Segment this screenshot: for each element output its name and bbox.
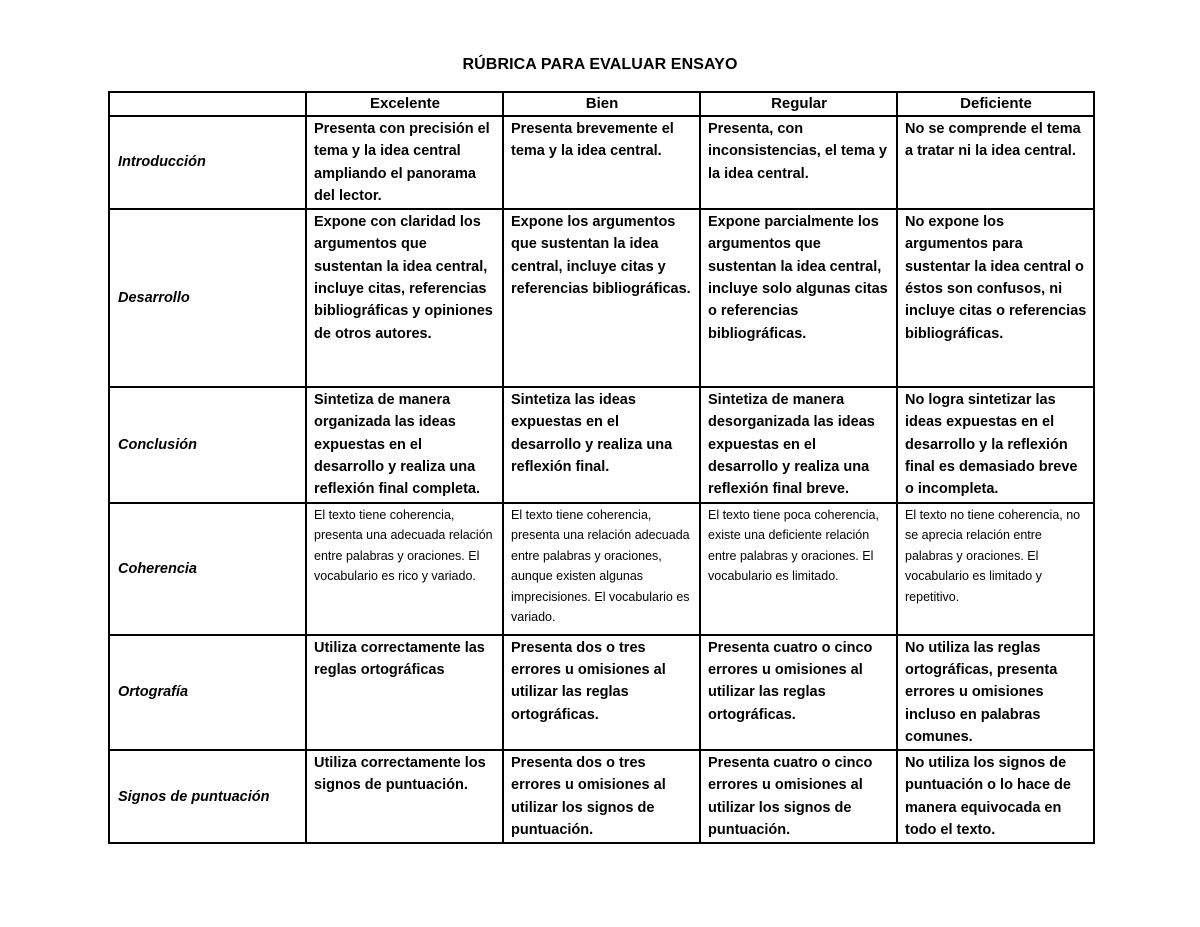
cell-signos-regular: Presenta cuatro o cinco errores u omisiones al utilizar los signos de puntuación. <box>700 750 897 843</box>
cell-desarrollo-excelente: Expone con claridad los argumentos que sustentan la idea central, incluye citas, referencias bibliográficas y opiniones de otros autores. <box>306 209 503 387</box>
row-ortografia <box>109 635 1094 750</box>
row-desarrollo <box>109 209 1094 387</box>
cell-desarrollo-deficiente: No expone los argumentos para sustentar la idea central o éstos son confusos, ni incluye citas o referencias bibliográficas. <box>897 209 1094 387</box>
document-title: RÚBRICA PARA EVALUAR ENSAYO <box>462 56 738 73</box>
cell-introduccion-excelente: Presenta con precisión el tema y la idea central ampliando el panorama del lector. <box>306 116 503 209</box>
cell-conclusion-excelente: Sintetiza de manera organizada las ideas expuestas en el desarrollo y realiza una reflexión final completa. <box>306 387 503 502</box>
header-deficiente: Deficiente <box>897 92 1094 116</box>
cell-ortografia-deficiente: No utiliza las reglas ortográficas, presenta errores u omisiones incluso en palabras comunes. <box>897 635 1094 750</box>
header-excelente: Excelente <box>306 92 503 116</box>
cell-coherencia-regular: El texto tiene poca coherencia, existe una deficiente relación entre palabras y oraciones. El vocabulario es limitado. <box>700 503 897 635</box>
criterion-introduccion: Introducción <box>109 116 306 209</box>
cell-signos-deficiente: No utiliza los signos de puntuación o lo hace de manera equivocada en todo el texto. <box>897 750 1094 843</box>
criterion-conclusion: Conclusión <box>109 387 306 502</box>
cell-coherencia-bien: El texto tiene coherencia, presenta una relación adecuada entre palabras y oraciones, aunque existen algunas imprecisiones. El vocabulario es variado. <box>503 503 700 635</box>
cell-signos-bien: Presenta dos o tres errores u omisiones al utilizar los signos de puntuación. <box>503 750 700 843</box>
cell-desarrollo-regular: Expone parcialmente los argumentos que sustentan la idea central, incluye solo algunas citas o referencias bibliográficas. <box>700 209 897 387</box>
criterion-desarrollo: Desarrollo <box>109 209 306 387</box>
criterion-coherencia: Coherencia <box>109 503 306 635</box>
header-regular: Regular <box>700 92 897 116</box>
cell-ortografia-bien: Presenta dos o tres errores u omisiones al utilizar las reglas ortográficas. <box>503 635 700 750</box>
header-bien: Bien <box>503 92 700 116</box>
criterion-signos-de-puntuacion: Signos de puntuación <box>109 750 306 843</box>
cell-introduccion-deficiente: No se comprende el tema a tratar ni la idea central. <box>897 116 1094 209</box>
header-empty <box>109 92 306 116</box>
cell-introduccion-regular: Presenta, con inconsistencias, el tema y la idea central. <box>700 116 897 209</box>
cell-desarrollo-bien: Expone los argumentos que sustentan la idea central, incluye citas y referencias bibliográficas. <box>503 209 700 387</box>
cell-signos-excelente: Utiliza correctamente los signos de puntuación. <box>306 750 503 843</box>
cell-ortografia-regular: Presenta cuatro o cinco errores u omisiones al utilizar las reglas ortográficas. <box>700 635 897 750</box>
row-conclusion <box>109 387 1094 502</box>
header-row <box>109 92 1094 116</box>
criterion-ortografia: Ortografía <box>109 635 306 750</box>
row-introduccion <box>109 116 1094 209</box>
cell-conclusion-regular: Sintetiza de manera desorganizada las ideas expuestas en el desarrollo y realiza una reflexión final breve. <box>700 387 897 502</box>
cell-ortografia-excelente: Utiliza correctamente las reglas ortográficas <box>306 635 503 750</box>
cell-introduccion-bien: Presenta brevemente el tema y la idea central. <box>503 116 700 209</box>
cell-coherencia-excelente: El texto tiene coherencia, presenta una adecuada relación entre palabras y oraciones. El vocabulario es rico y variado. <box>306 503 503 635</box>
cell-conclusion-bien: Sintetiza las ideas expuestas en el desarrollo y realiza una reflexión final. <box>503 387 700 502</box>
row-signos-de-puntuacion <box>109 750 1094 843</box>
row-coherencia <box>109 503 1094 635</box>
cell-coherencia-deficiente: El texto no tiene coherencia, no se aprecia relación entre palabras y oraciones. El vocabulario es limitado y repetitivo. <box>897 503 1094 635</box>
rubric-table <box>108 91 1095 844</box>
cell-conclusion-deficiente: No logra sintetizar las ideas expuestas en el desarrollo y la reflexión final es demasiado breve o incompleta. <box>897 387 1094 502</box>
